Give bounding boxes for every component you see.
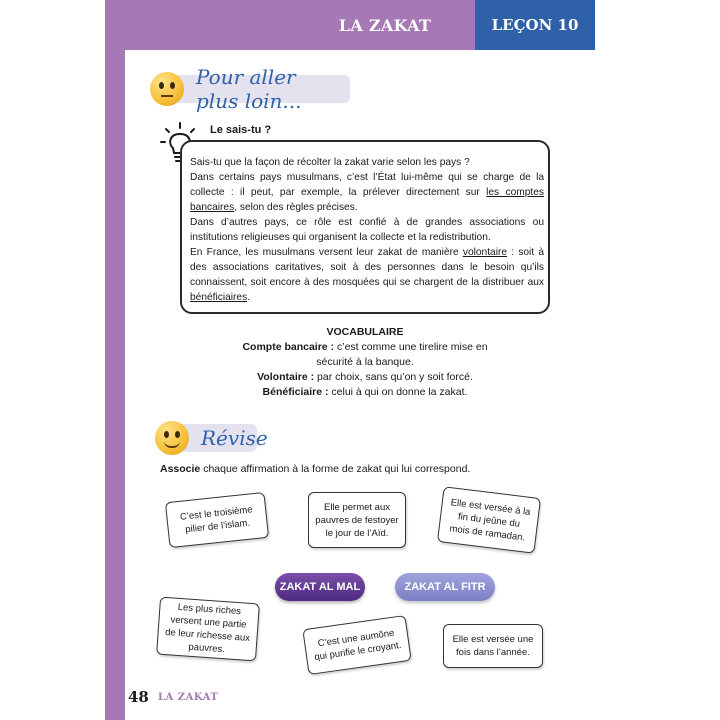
term-volontaire: volontaire (462, 247, 508, 258)
statement-card[interactable]: Les plus riches versent une partie de leur richesse aux pauvres. (156, 597, 260, 662)
statement-card[interactable]: Elle permet aux pauvres de festoyer le jour de l’Aïd. (308, 492, 406, 548)
info-title: Le sais-tu ? (210, 124, 272, 136)
smiling-face-pencil-icon (155, 421, 189, 455)
footer-label: LA ZAKAT (158, 692, 219, 703)
page-number: 48 (128, 688, 149, 706)
info-paragraph: Dans certains pays musulmans, c’est l’État lui-même qui se charge de la collecte : il peut, par exemple, la prélever directement sur les comptes bancaires, selon des règles précises. (190, 172, 544, 213)
vocabulary-item: Volontaire : par choix, sans qu’on y soit forcé. (257, 371, 473, 383)
info-paragraph: En France, les musulmans versent leur zakat de manière volontaire : soit à des associations caritatives, soit à des personnes dans le besoin qu’ils connaissent, soit encore à des mosquées qui se chargent de la distribuer aux bénéficiaires. (190, 247, 544, 303)
vocabulary-block (200, 325, 530, 400)
tag-zakat-al-mal[interactable]: ZAKAT AL MAL (275, 573, 365, 601)
section-further (150, 65, 350, 113)
statement-card[interactable]: C’est le troisième pilier de l’islam. (165, 492, 269, 548)
vocabulary-item: Compte bancaire : c’est comme une tirelire mise en sécurité à la banque. (242, 341, 488, 368)
vocabulary-item: Bénéficiaire : celui à qui on donne la zakat. (262, 386, 468, 398)
vocabulary-title: VOCABULAIRE (326, 326, 404, 338)
info-text (190, 155, 544, 305)
statement-card[interactable]: Elle est versée une fois dans l’année. (443, 624, 543, 668)
section-revise (155, 424, 268, 452)
exercise-instruction: Associe chaque affirmation à la forme de zakat qui lui correspond. (160, 463, 471, 475)
info-paragraph: Dans d’autres pays, ce rôle est confié à de grandes associations ou institutions religieuses qui organisent la collecte et la redistribution. (190, 217, 544, 243)
left-margin-band (105, 50, 125, 720)
term-beneficiaires: bénéficiaires (190, 292, 248, 303)
statement-card[interactable]: C’est une aumône qui purifie le croyant. (302, 615, 411, 675)
term-comptes-bancaires: les comptes bancaires (190, 187, 544, 213)
chapter-title: LA ZAKAT (338, 15, 432, 35)
info-paragraph: Sais-tu que la façon de récolter la zakat varie selon les pays ? (190, 157, 470, 168)
tag-zakat-al-fitr[interactable]: ZAKAT AL FITR (395, 573, 495, 601)
lesson-badge: LEÇON 10 (475, 0, 595, 50)
thinking-face-icon (150, 72, 184, 106)
section-further-title: Pour aller plus loin... (164, 75, 350, 103)
statement-card[interactable]: Elle est versée à la fin du jeûne du mois de ramadan. (437, 486, 541, 554)
section-revise-title: Révise (169, 424, 257, 452)
